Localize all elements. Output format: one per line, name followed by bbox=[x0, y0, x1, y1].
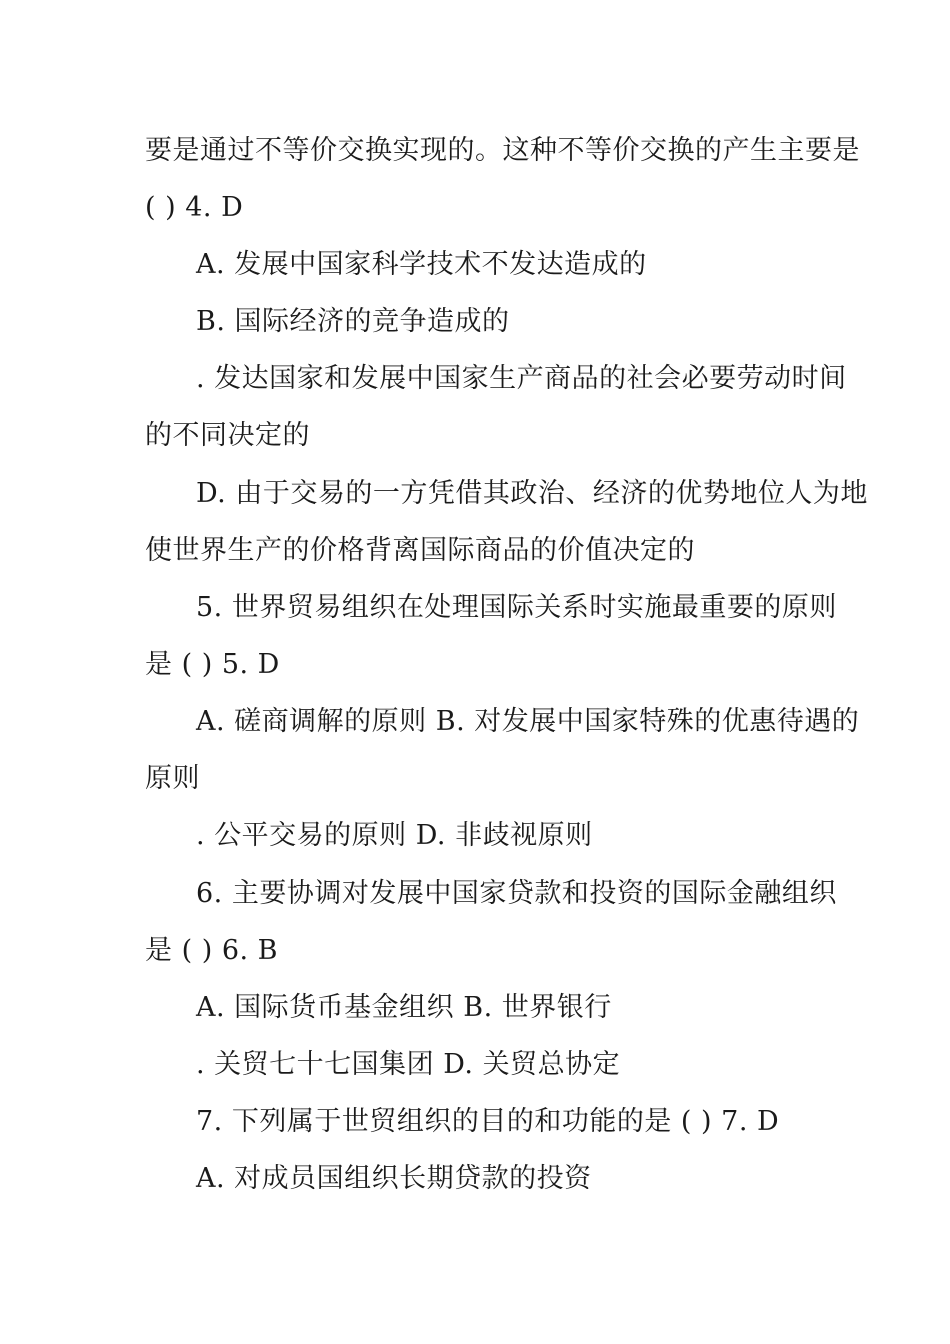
text-line: 6. 主要协调对发展中国家贷款和投资的国际金融组织 bbox=[196, 878, 837, 909]
text-line: 7. 下列属于世贸组织的目的和功能的是 ( ) 7. D bbox=[196, 1106, 780, 1137]
text-line: 要是通过不等价交换实现的。这种不等价交换的产生主要是 bbox=[145, 135, 860, 166]
text-line: . 公平交易的原则 D. 非歧视原则 bbox=[196, 820, 593, 851]
text-line: 使世界生产的价格背离国际商品的价值决定的 bbox=[145, 535, 695, 566]
text-line: A. 磋商调解的原则 B. 对发展中国家特殊的优惠待遇的 bbox=[196, 706, 860, 737]
text-line: ( ) 4. D bbox=[145, 192, 244, 223]
text-line: . 发达国家和发展中国家生产商品的社会必要劳动时间 bbox=[196, 363, 847, 394]
text-line: 5. 世界贸易组织在处理国际关系时实施最重要的原则 bbox=[196, 592, 837, 623]
text-line: A. 发展中国家科学技术不发达造成的 bbox=[196, 249, 647, 280]
text-line: 的不同决定的 bbox=[145, 420, 310, 451]
text-line: A. 国际货币基金组织 B. 世界银行 bbox=[196, 992, 612, 1023]
text-line: D. 由于交易的一方凭借其政治、经济的优势地位人为地 bbox=[196, 478, 868, 509]
text-line: A. 对成员国组织长期贷款的投资 bbox=[196, 1163, 592, 1194]
text-line: 是 ( ) 6. B bbox=[145, 935, 278, 966]
text-line: B. 国际经济的竞争造成的 bbox=[196, 306, 510, 337]
text-line: . 关贸七十七国集团 D. 关贸总协定 bbox=[196, 1049, 621, 1080]
text-line: 原则 bbox=[145, 763, 200, 794]
text-line: 是 ( ) 5. D bbox=[145, 649, 280, 680]
